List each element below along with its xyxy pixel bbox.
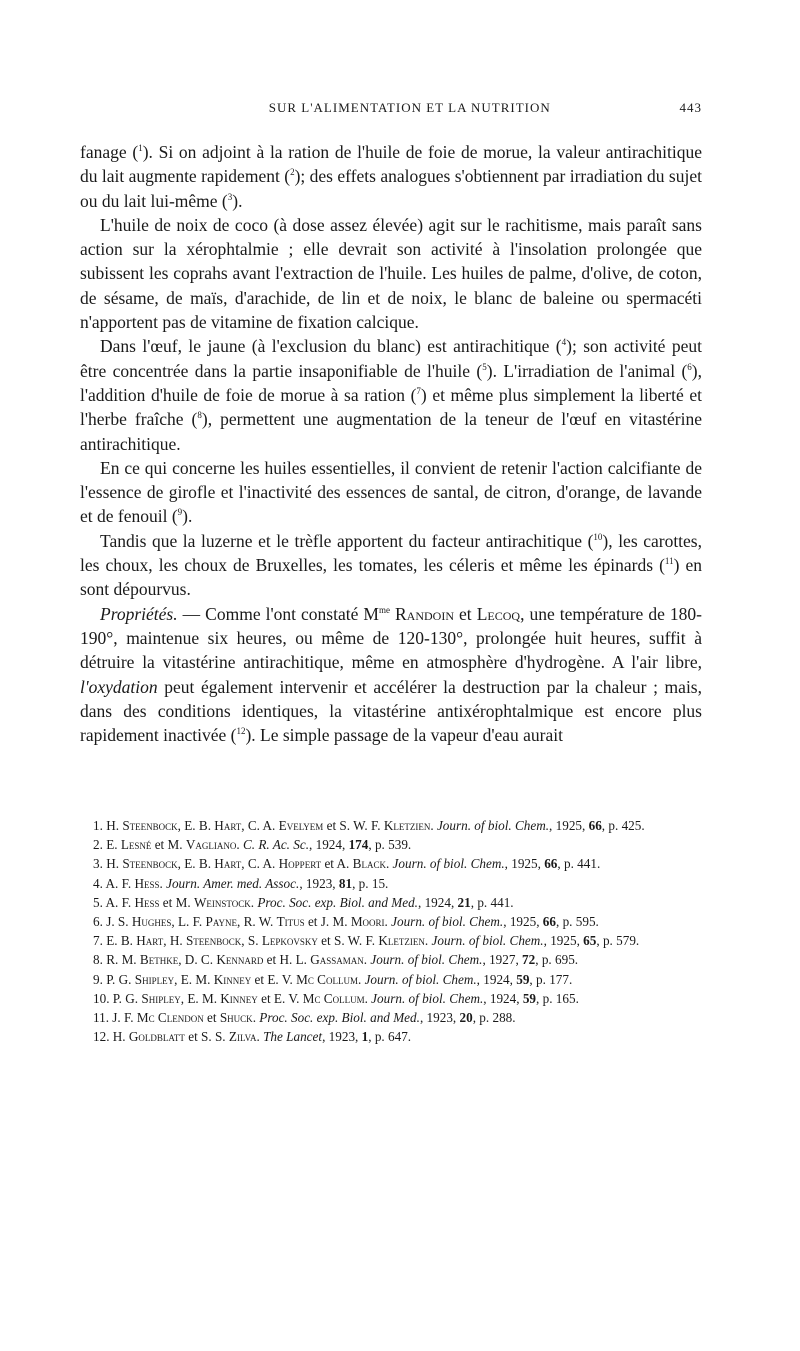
text-run: 10. P. G. [93,990,142,1006]
text-run: , S. [241,933,262,949]
author-name: Evelyem [278,818,324,833]
volume-number: 59 [522,990,537,1006]
text-run: ). Le simple passage de la vapeur d'eau aurait [245,725,563,746]
footnote [80,893,702,912]
text-run: , p. 579. [596,933,640,949]
text-run: En ce qui concerne les huiles essentielles, il convient de retenir l'action calcifiante de l'essence de girofle et l'inactivité des essences de santal, de citron, d'orange, de lavande et de fenouil ( [80,457,702,527]
volume-number: 1 [361,1029,369,1045]
text-run: et S. W. F. [323,818,384,833]
volume-number: 72 [522,952,536,968]
text-run: ). [182,506,193,527]
paragraph [80,529,702,602]
text-run: 12. H. [93,1029,129,1045]
text-run: 5. A. F. [93,894,135,910]
text-run: 11. J. F. [93,1010,137,1026]
author-name: Moori [350,914,385,930]
text-run: 4. A. F. [93,875,135,891]
running-header [80,100,702,140]
text-run: ), l'addition d'huile de foie de morue à sa ration ( [80,360,702,405]
text-run: , 1924, [483,990,523,1006]
text-run: 6. J. S. [93,914,132,930]
text-run: , p. 288. [472,1010,516,1026]
text-run: , une température de 180-190°, maintenue six heures, ou même de 120-130°, prolongée huit heures, suffit à détruire la vitastérine antirachitique, même en atmosphère d'hydrogène. A l'air libre, [80,603,702,673]
footnote [80,950,702,969]
author-name: Bethke [139,952,179,968]
footnote-ref: 5 [482,361,487,372]
page-number: 443 [679,100,702,115]
text-run: , p. 177. [529,971,573,987]
volume-number: 20 [459,1010,473,1026]
text-run: , 1924, [417,894,458,910]
text-run: . [236,837,243,853]
paragraph [80,334,702,455]
text-run: , p. 441. [470,894,514,910]
text-run: ) et même plus simplement la liberté et l'herbe fraîche ( [80,384,702,430]
volume-number: 59 [516,971,530,987]
author-name: Titus [276,914,305,930]
volume-number: 66 [588,818,602,833]
text-run: . [357,971,365,987]
author-name: Mc Collum [302,990,365,1006]
author-name: Steenbock [122,818,178,833]
text-run: . [384,914,392,930]
author-name: Mc Clendon [136,1010,204,1026]
text-run: et A. [321,856,353,872]
text-run: , 1925, [549,818,589,833]
author-name: Steenbock [122,856,178,872]
footnote-ref: 11 [664,556,674,567]
italic-text: Journ. Amer. med. Assoc. [166,875,300,891]
text-run: et E. V. [251,971,297,987]
text-run: , L. F. [171,914,206,930]
text-run: 2. E. [93,837,121,853]
text-run: . [424,933,432,949]
author-name: Hart [214,818,242,833]
text-run: , p. 539. [368,837,412,853]
text-run: et M. [151,837,186,853]
author-name: Hart [136,933,164,949]
italic-text: Proc. Soc. exp. Biol. and Med. [259,1010,420,1026]
author-name: Kennard [216,952,264,968]
footnote [80,874,702,893]
page [80,100,702,747]
text-run: . [385,856,393,872]
text-run: ); des effets analogues s'obtiennent par irradiation du sujet ou du lait lui-même ( [80,166,702,211]
text-run: fanage ( [80,142,139,162]
text-run: ). Si on adjoint à la ration de l'huile de foie de morue, la valeur antirachitique du lait augmente rapidement ( [80,142,702,187]
footnote-ref: 4 [561,337,567,348]
text-run: , 1924, [309,837,349,853]
paragraph [80,456,702,529]
volume-number: 66 [542,914,556,930]
author-name: Goldblatt [128,1029,185,1045]
italic-text: Propriétés. [100,603,178,624]
text-run: , p. 165. [536,990,579,1006]
footnote-ref: 1 [138,143,143,154]
paragraph [80,602,702,748]
text-run: , E. B. [177,856,215,872]
text-run: , C. A. [241,856,279,872]
text-run: et S. W. F. [317,933,379,949]
author-name: Hess [134,875,160,891]
author-name: Steenbock [185,933,242,949]
italic-text: Journ. of biol. Chem. [392,856,505,872]
footnote [80,970,702,989]
text-run: , D. C. [178,952,217,968]
text-run: peut également intervenir et accélérer la destruction par la chaleur ; mais, dans des conditions identiques, la vitastérine antixérophtalmique est encore plus rapidement inactivée ( [80,676,702,746]
footnote-ref: 2 [290,167,295,178]
text-run: , p. 425. [601,818,645,833]
running-title: SUR L'ALIMENTATION ET LA NUTRITION [268,100,551,115]
author-name: Mc Collum [296,971,358,987]
text-run: , C. A. [241,818,279,833]
author-name: Kinney [220,990,258,1006]
text-run: , 1925, [503,914,543,930]
footnote-ref: 7 [416,386,421,397]
text-run: ) en sont dépourvus. [80,555,702,600]
author-name: Vagliano [185,837,237,853]
volume-number: 65 [583,933,597,949]
footnote-ref: 12 [236,726,246,737]
text-run: . [364,990,372,1006]
footnote [80,931,702,950]
text-run: , p. 647. [368,1029,412,1045]
footnote [80,1008,702,1027]
text-run: , 1925, [504,856,545,872]
author-name: Kinney [213,971,252,987]
text-run: et H. L. [263,952,311,968]
text-run: ). [232,190,243,211]
italic-text: The Lancet [263,1029,323,1045]
text-run: Tandis que la luzerne et le trèfle apportent du facteur antirachitique ( [100,530,594,551]
text-run: et M. [159,894,194,910]
italic-text: Journ. of biol. Chem. [370,952,483,968]
footnotes [80,816,702,1046]
text-run: et [203,1010,220,1026]
footnote-ref: 6 [687,361,692,372]
author-name: Hughes [131,914,172,930]
text-run: ). L'irradiation de l'animal ( [486,360,688,381]
text-run: . [430,818,437,833]
volume-number: 66 [544,856,558,872]
text-run: , p. 595. [555,914,599,930]
text-run: , 1923, [322,1029,362,1045]
footnote-ref: 8 [197,410,202,421]
text-run: ), les carottes, les choux, les choux de Bruxelles, les tomates, les céleris et même les épinards ( [80,530,702,576]
text-run: , H. [163,933,186,949]
text-run: 8. R. M. [93,952,140,968]
author-name: Shipley [141,990,181,1006]
footnote-ref: 3 [227,191,233,202]
text-run: , 1923, [419,1010,460,1026]
text-run: , 1925, [543,933,584,949]
text-run: . [250,894,258,910]
volume-number: 81 [338,875,353,891]
text-run: . [363,952,371,968]
author-name: Hart [214,856,242,872]
text-run: L'huile de noix de coco (à dose assez élevée) agit sur le rachitisme, mais paraît sans action sur la xérophtalmie ; elle devrait son activité à l'insolation prolongée que subissent les coprahs avant l'extraction de l'huile. Les huiles de palme, d'olive, de coton, de sésame, de maïs, d'arachide, de lin et de noix, le blanc de baleine ou spermacéti n'apportent pas de vitamine de fixation calcique. [80,214,702,333]
author-name: Shuck [219,1010,253,1026]
author-name: Gassaman [310,952,364,968]
author-name: Lecoq [476,603,521,624]
text-run: , E. B. [177,818,215,833]
text-run: Dans l'œuf, le jaune (à l'exclusion du blanc) est antirachitique ( [100,336,562,357]
text-run: 3. H. [93,856,123,872]
paragraph [80,140,702,213]
paragraph [80,213,702,334]
volume-number: 21 [457,894,471,910]
author-name: Kletzien [383,818,431,833]
text-run: et [454,603,477,624]
text-run: , 1927, [482,952,523,968]
author-name: Hess [134,894,160,910]
author-name: Black [352,856,386,872]
body-text [80,140,702,747]
footnote [80,835,702,854]
italic-text: Journ. of biol. Chem. [436,818,550,833]
text-run: , p. 441. [557,856,601,872]
footnote [80,1027,702,1046]
text-run: 9. P. G. [93,971,135,987]
italic-text: l'oxydation [80,676,158,697]
text-run: et E. V. [257,990,303,1006]
italic-text: Proc. Soc. exp. Biol. and Med. [257,894,418,910]
footnote [80,912,702,931]
author-name: Kletzien [378,933,425,949]
footnote-ref: 9 [177,507,183,518]
footnote [80,816,702,835]
footnote-ref: 10 [593,531,603,542]
text-run: , 1924, [476,971,517,987]
volume-number: 174 [348,837,369,853]
author-name: Randoin [395,603,454,624]
text-run: . [252,1010,260,1026]
text-run: . [256,1029,264,1045]
text-run: , E. M. [174,971,214,987]
text-run: . [159,875,167,891]
footnote [80,854,702,873]
text-run: , p. 15. [352,875,389,891]
italic-text: Journ. of biol. Chem. [371,990,484,1006]
text-run: ), permettent une augmentation de la teneur de l'œuf en vitastérine antirachitique. [80,409,702,454]
text-run: ); son activité peut être concentrée dans la partie insaponifiable de l'huile ( [80,336,702,381]
author-name: Hoppert [278,856,322,872]
text-run: 7. E. B. [93,933,137,949]
author-name: Lepkovsky [261,933,318,949]
text-run: 1. H. [93,818,123,833]
footnote [80,989,702,1008]
text-run: , R. W. [237,914,277,930]
italic-text: Journ. of biol. Chem. [391,914,504,930]
author-name: Lesné [120,837,152,853]
text-run: , E. M. [180,990,221,1006]
italic-text: Journ. of biol. Chem. [431,933,544,949]
text-run: — Comme l'ont constaté M [177,603,379,624]
author-name: Zilva [228,1029,257,1045]
italic-text: Journ. of biol. Chem. [364,971,477,987]
text-run: et S. S. [184,1029,229,1045]
text-run: , 1923, [299,875,339,891]
text-run: et J. M. [304,914,351,930]
author-name: Payne [205,914,238,930]
footnote-ref: me [378,604,390,615]
text-run: , p. 695. [535,952,579,968]
author-name: Shipley [134,971,175,987]
italic-text: C. R. Ac. Sc. [242,837,310,853]
author-name: Weinstock [193,894,251,910]
